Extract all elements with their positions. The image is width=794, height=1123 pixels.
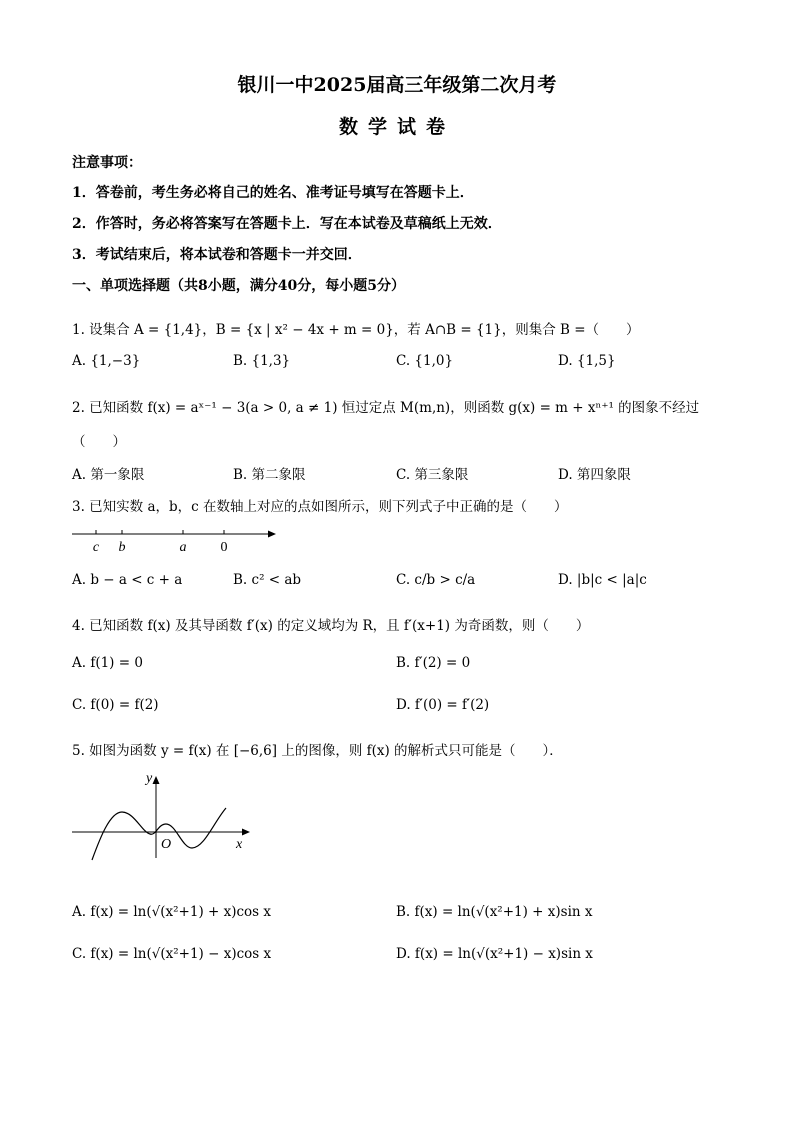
- question-1-option-c: C. {1,0}: [396, 353, 454, 369]
- axis-label-0: 0: [220, 540, 228, 555]
- note-item-3: 3．考试结束后，将本试卷和答题卡一并交回．: [72, 247, 362, 263]
- question-4-stem: 4. 已知函数 f(x) 及其导函数 f′(x) 的定义域均为 R，且 f′(x+1) 为奇函数，则（ ）: [72, 618, 590, 634]
- question-3-stem: 3. 已知实数 a，b，c 在数轴上对应的点如图所示，则下列式子中正确的是（ ）: [72, 499, 568, 515]
- question-5-option-d: D. f(x) = ln(√(x²+1) − x)sin x: [396, 946, 593, 962]
- question-1-option-a: A. {1,−3}: [72, 353, 141, 369]
- question-3-option-b: B. c² < ab: [233, 572, 302, 588]
- question-2-option-b: B. 第二象限: [233, 467, 306, 483]
- question-2-stem: 2. 已知函数 f(x) = aˣ⁻¹ − 3(a > 0, a ≠ 1) 恒过定点 M(m,n)，则函数 g(x) = m + xⁿ⁺¹ 的图象不经过: [72, 400, 700, 416]
- graph-label-x: x: [236, 837, 243, 852]
- section-heading: 一、单项选择题（共8小题，满分40分，每小题5分）: [72, 278, 405, 294]
- y-axis-arrow-icon: [153, 776, 160, 784]
- question-2-option-a: A. 第一象限: [72, 467, 145, 483]
- note-item-2: 2．作答时，务必将答案写在答题卡上．写在本试卷及草稿纸上无效．: [72, 216, 502, 232]
- question-3-option-c: C. c/b > c/a: [396, 572, 476, 588]
- question-2-stem-cont: （ ）: [72, 434, 126, 450]
- question-5-stem: 5. 如图为函数 y = f(x) 在 [−6,6] 上的图像，则 f(x) 的解析式只可能是（ ）．: [72, 743, 563, 759]
- x-axis-arrow-icon: [242, 829, 250, 836]
- question-4-option-b: B. f′(2) = 0: [396, 655, 471, 671]
- question-5-option-a: A. f(x) = ln(√(x²+1) + x)cos x: [72, 904, 272, 920]
- question-4-option-a: A. f(1) = 0: [72, 655, 143, 671]
- axis-label-a: a: [179, 540, 187, 555]
- notes-heading: 注意事项：: [72, 155, 142, 171]
- question-4-option-d: D. f′(0) = f′(2): [396, 697, 490, 713]
- number-line-figure: [70, 522, 280, 556]
- question-1-option-d: D. {1,5}: [558, 353, 616, 369]
- axis-label-c: c: [92, 540, 100, 555]
- graph-label-y: y: [146, 771, 153, 786]
- question-3-option-a: A. b − a < c + a: [72, 572, 183, 588]
- question-2-option-c: C. 第三象限: [396, 467, 469, 483]
- exam-title: 银川一中2025届高三年级第二次月考: [237, 74, 557, 96]
- arrow-right-icon: [268, 531, 276, 538]
- question-2-option-d: D. 第四象限: [558, 467, 631, 483]
- exam-subtitle: 数学试卷: [338, 116, 455, 138]
- axis-label-b: b: [118, 540, 126, 555]
- question-1-option-b: B. {1,3}: [233, 353, 291, 369]
- question-5-option-b: B. f(x) = ln(√(x²+1) + x)sin x: [396, 904, 593, 920]
- note-item-1: 1．答卷前，考生务必将自己的姓名、准考证号填写在答题卡上．: [72, 185, 474, 201]
- question-3-option-d: D. |b|c < |a|c: [558, 572, 647, 588]
- graph-label-origin: O: [161, 837, 172, 852]
- function-graph-figure: [68, 768, 258, 864]
- function-curve: [92, 808, 226, 860]
- question-5-option-c: C. f(x) = ln(√(x²+1) − x)cos x: [72, 946, 272, 962]
- question-1-stem: 1. 设集合 A = {1,4}，B = {x | x² − 4x + m = 0}，若 A∩B = {1}，则集合 B =（ ）: [72, 322, 640, 338]
- question-4-option-c: C. f(0) = f(2): [72, 697, 159, 713]
